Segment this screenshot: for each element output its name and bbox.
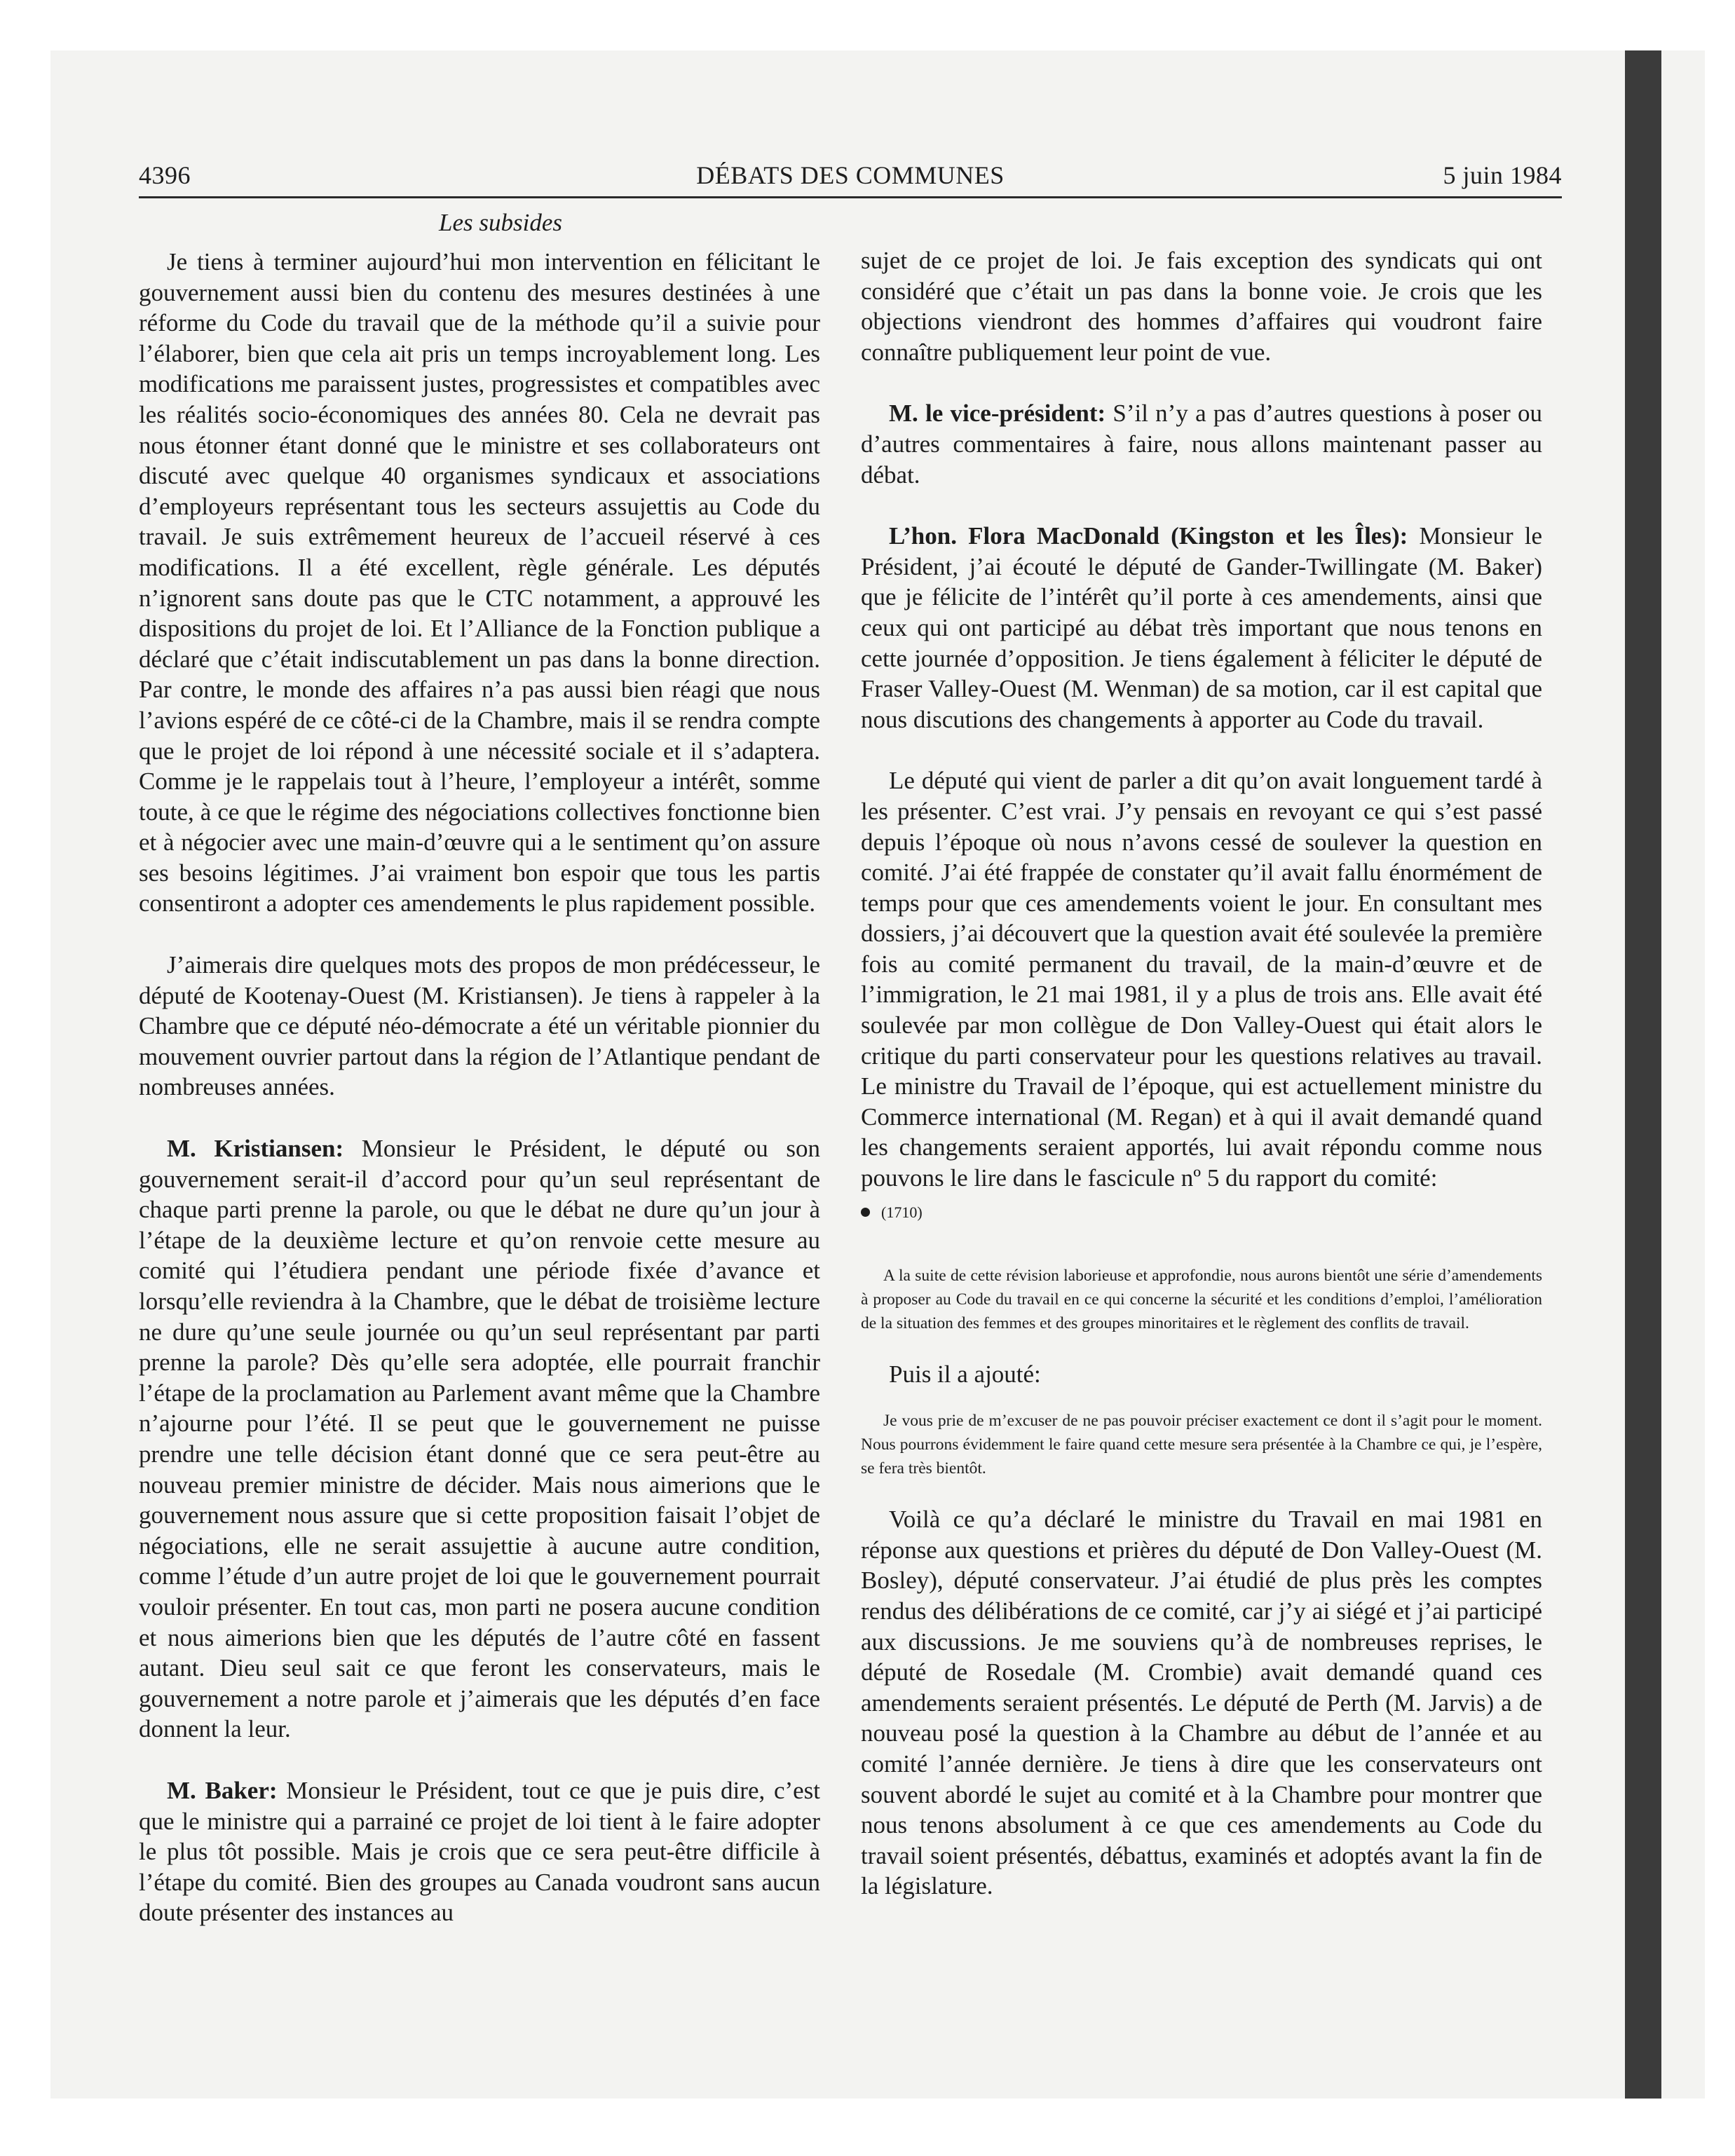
speech-paragraph (139, 1775, 820, 1928)
right-column (861, 245, 1542, 1932)
block-quote: Je vous prie de m’excuser de ne pas pouvoir préciser exactement ce dont il s’agit pour le moment. Nous pourrons évidemment le faire quand cette mesure sera présentée à la Chambre ce qui, je l’espère, se fera très bientôt. (861, 1412, 1542, 1478)
paragraph: J’aimerais dire quelques mots des propos de mon prédécesseur, le député de Kootenay-Ouest (M. Kristiansen). Je tiens à rappeler à la Chambre que ce député néo-démocrate a été un véritable pionnier du mouvement ouvrier partout dans la région de l’Atlantique pendant de nombreuses années. (139, 951, 820, 1101)
time-marker (861, 1202, 1542, 1223)
speech-text: S’il n’y a pas d’autres questions à poser ou d’autres commentaires à faire, nous allons maintenant passer au débat. (861, 400, 1542, 489)
speech-text: Monsieur le Président, tout ce que je puis dire, c’est que le ministre qui a parrainé ce projet de loi tient à le faire adopter le plus tôt possible. Mais je crois que ce sera peut-être difficile à l’étape du comité. Bien des groupes au Canada voudront sans aucun doute présenter des instances au (139, 1776, 821, 1927)
speaker-name: M. Baker: (167, 1776, 278, 1804)
speaker-name: L’hon. Flora MacDonald (Kingston et les Îles): (889, 522, 1408, 550)
block-quote: A la suite de cette révision laborieuse et approfondie, nous aurons bientôt une série d’amendements à proposer au Code du travail en ce qui concerne la sécurité et les conditions d’emploi, l’amélioration de la situation des femmes et des groupes minoritaires et le règlement des conflits de travail. (861, 1266, 1542, 1332)
time-marker-text: (1710) (881, 1203, 923, 1221)
bullet-icon (861, 1208, 870, 1217)
paragraph: sujet de ce projet de loi. Je fais exception des syndicats qui ont considéré que c’était un pas dans la bonne voie. Je crois que les objections viendront des hommes d’affaires qui voudront faire connaître publiquement leur point de vue. (861, 247, 1542, 366)
speech-text: Monsieur le Président, j’ai écouté le député de Gander-Twillingate (M. Baker) que je félicite de l’intérêt qu’il porte à ces amendements, ainsi que ceux qui ont participé au débat très important que nous tenons en cette journée d’opposition. Je tiens également à féliciter le député de Fraser Valley-Ouest (M. Wenman) de sa motion, car il est capital que nous discutions des changements à apporter au Code du travail. (861, 522, 1543, 733)
page-header (139, 160, 1562, 198)
paragraph: Le député qui vient de parler a dit qu’on avait longuement tardé à les présenter. C’est vrai. J’y pensais en revoyant ce qui s’est passé depuis l’époque où nous n’avons cessé de soulever la question en comité. J’ai été frappée de constater qu’il avait fallu énormément de temps pour que ces amendements voient le jour. En consultant mes dossiers, j’ai découvert que la question avait été soulevée la première fois au comité permanent du travail, de la main-d’œuvre et de l’immigration, le 21 mai 1981, il y a plus de trois ans. Elle avait été soulevée par mon collègue de Don Valley-Ouest qui était alors le critique du parti conservateur pour les questions relatives au travail. Le ministre du Travail de l’époque, qui est actuellement ministre du Commerce international (M. Regan) et à qui il avait demandé quand les changements seraient apportés, lui avait répondu comme nous pouvons le lire dans le fascicule nº 5 du rapport du comité: (861, 767, 1542, 1192)
speech-text: Monsieur le Président, le député ou son gouvernement serait-il d’accord pour qu’un seul représentant de chaque parti prenne la parole, ou que le débat ne dure qu’un jour à l’étape de la deuxième lecture et qu’on renvoie cette mesure au comité qui l’étudiera pendant une période fixée d’avance et lorsqu’elle reviendra à la Chambre, que le débat de troisième lecture ne dure qu’une seule journée ou qu’un seul représentant par parti prenne la parole? Dès qu’elle sera adoptée, elle pourrait franchir l’étape de la proclamation au Parlement avant même que la Chambre n’ajourne pour l’été. Il se peut que le gouvernement ne puisse prendre une telle décision étant donné que ce sera peut-être au nouveau premier ministre de décider. Mais nous aimerions que le gouvernement nous assure que si cette proposition faisait l’objet de négociations, elle ne serait assujettie à aucune autre condition, comme l’étude d’un autre projet de loi que le gouvernement pourrait vouloir présenter. En tout cas, mon parti ne posera aucune condition et nous aimerions bien que les députés de l’autre côté en fassent autant. Dieu seul sait ce que feront les conservateurs, mais le gouvernement a notre parole et j’aimerais que les députés d’en face donnent la leur. (139, 1135, 820, 1743)
speech-paragraph (139, 1133, 820, 1745)
scan-edge-bar (1625, 50, 1661, 2099)
left-column (139, 207, 820, 1959)
speech-paragraph (861, 398, 1542, 490)
issue-date: 5 juin 1984 (1443, 161, 1562, 189)
paragraph: Je tiens à terminer aujourd’hui mon intervention en félicitant le gouvernement aussi bien du contenu des mesures destinées à une réforme du Code du travail que de la méthode qu’il a suivie pour l’élaborer, bien que cela ait pris un temps incroyablement long. Les modifications me paraissent justes, progressistes et compatibles avec les réalités socio-économiques des années 80. Cela ne devrait pas nous étonner étant donné que le ministre et ses collaborateurs ont discuté avec quelque 40 organismes syndicaux et associations d’employeurs représentant tous les secteurs assujettis au Code du travail. Je suis extrêmement heureux de l’accueil réservé à ces modifications. Il a été excellent, règle générale. Les députés n’ignorent sans doute pas que le CTC notamment, a approuvé les dispositions du projet de loi. Et l’Alliance de la Fonction publique a déclaré que c’était indiscutablement un pas dans la bonne direction. Par contre, le monde des affaires n’a pas aussi bien réagi que nous l’avions espéré de ce côté-ci de la Chambre, mais il se rendra compte que le projet de loi répond à une nécessité sociale et il s’adaptera. Comme je le rappelais tout à l’heure, l’employeur a intérêt, somme toute, à ce que le régime des négociations collectives fonctionne bien et à négocier avec une main-d’œuvre qui a le sentiment qu’on assure ses besoins légitimes. J’ai vraiment bon espoir que tous les partis consentiront a adopter ces amendements le plus rapidement possible. (139, 248, 820, 917)
section-title: Les subsides (439, 209, 562, 236)
paragraph: Puis il a ajouté: (889, 1360, 1041, 1388)
speaker-name: M. le vice-président: (889, 400, 1106, 428)
paragraph: Voilà ce qu’a déclaré le ministre du Travail en mai 1981 en réponse aux questions et prières du député de Don Valley-Ouest (M. Bosley), député conservateur. J’ai étudié de plus près les comptes rendus des délibérations de ce comité, car j’y ai siégé et j’ai participé aux discussions. Je me souviens qu’à de nombreuses reprises, le député de Rosedale (M. Crombie) avait demandé quand ces amendements seraient présentés. Le député de Perth (M. Jarvis) a de nouveau posé la question à la Chambre au début de l’année et au comité l’année dernière. Je tiens à dire que les conservateurs ont souvent abordé le sujet au comité et à la Chambre pour montrer que nous tenons absolument à ce que ces amendements au Code du travail soient présentés, débattus, examinés et adoptés avant la fin de la législature. (861, 1506, 1542, 1900)
speech-paragraph (861, 521, 1542, 735)
journal-title: DÉBATS DES COMMUNES (696, 161, 1005, 189)
speaker-name: M. Kristiansen: (167, 1135, 344, 1163)
page-number: 4396 (139, 161, 191, 189)
